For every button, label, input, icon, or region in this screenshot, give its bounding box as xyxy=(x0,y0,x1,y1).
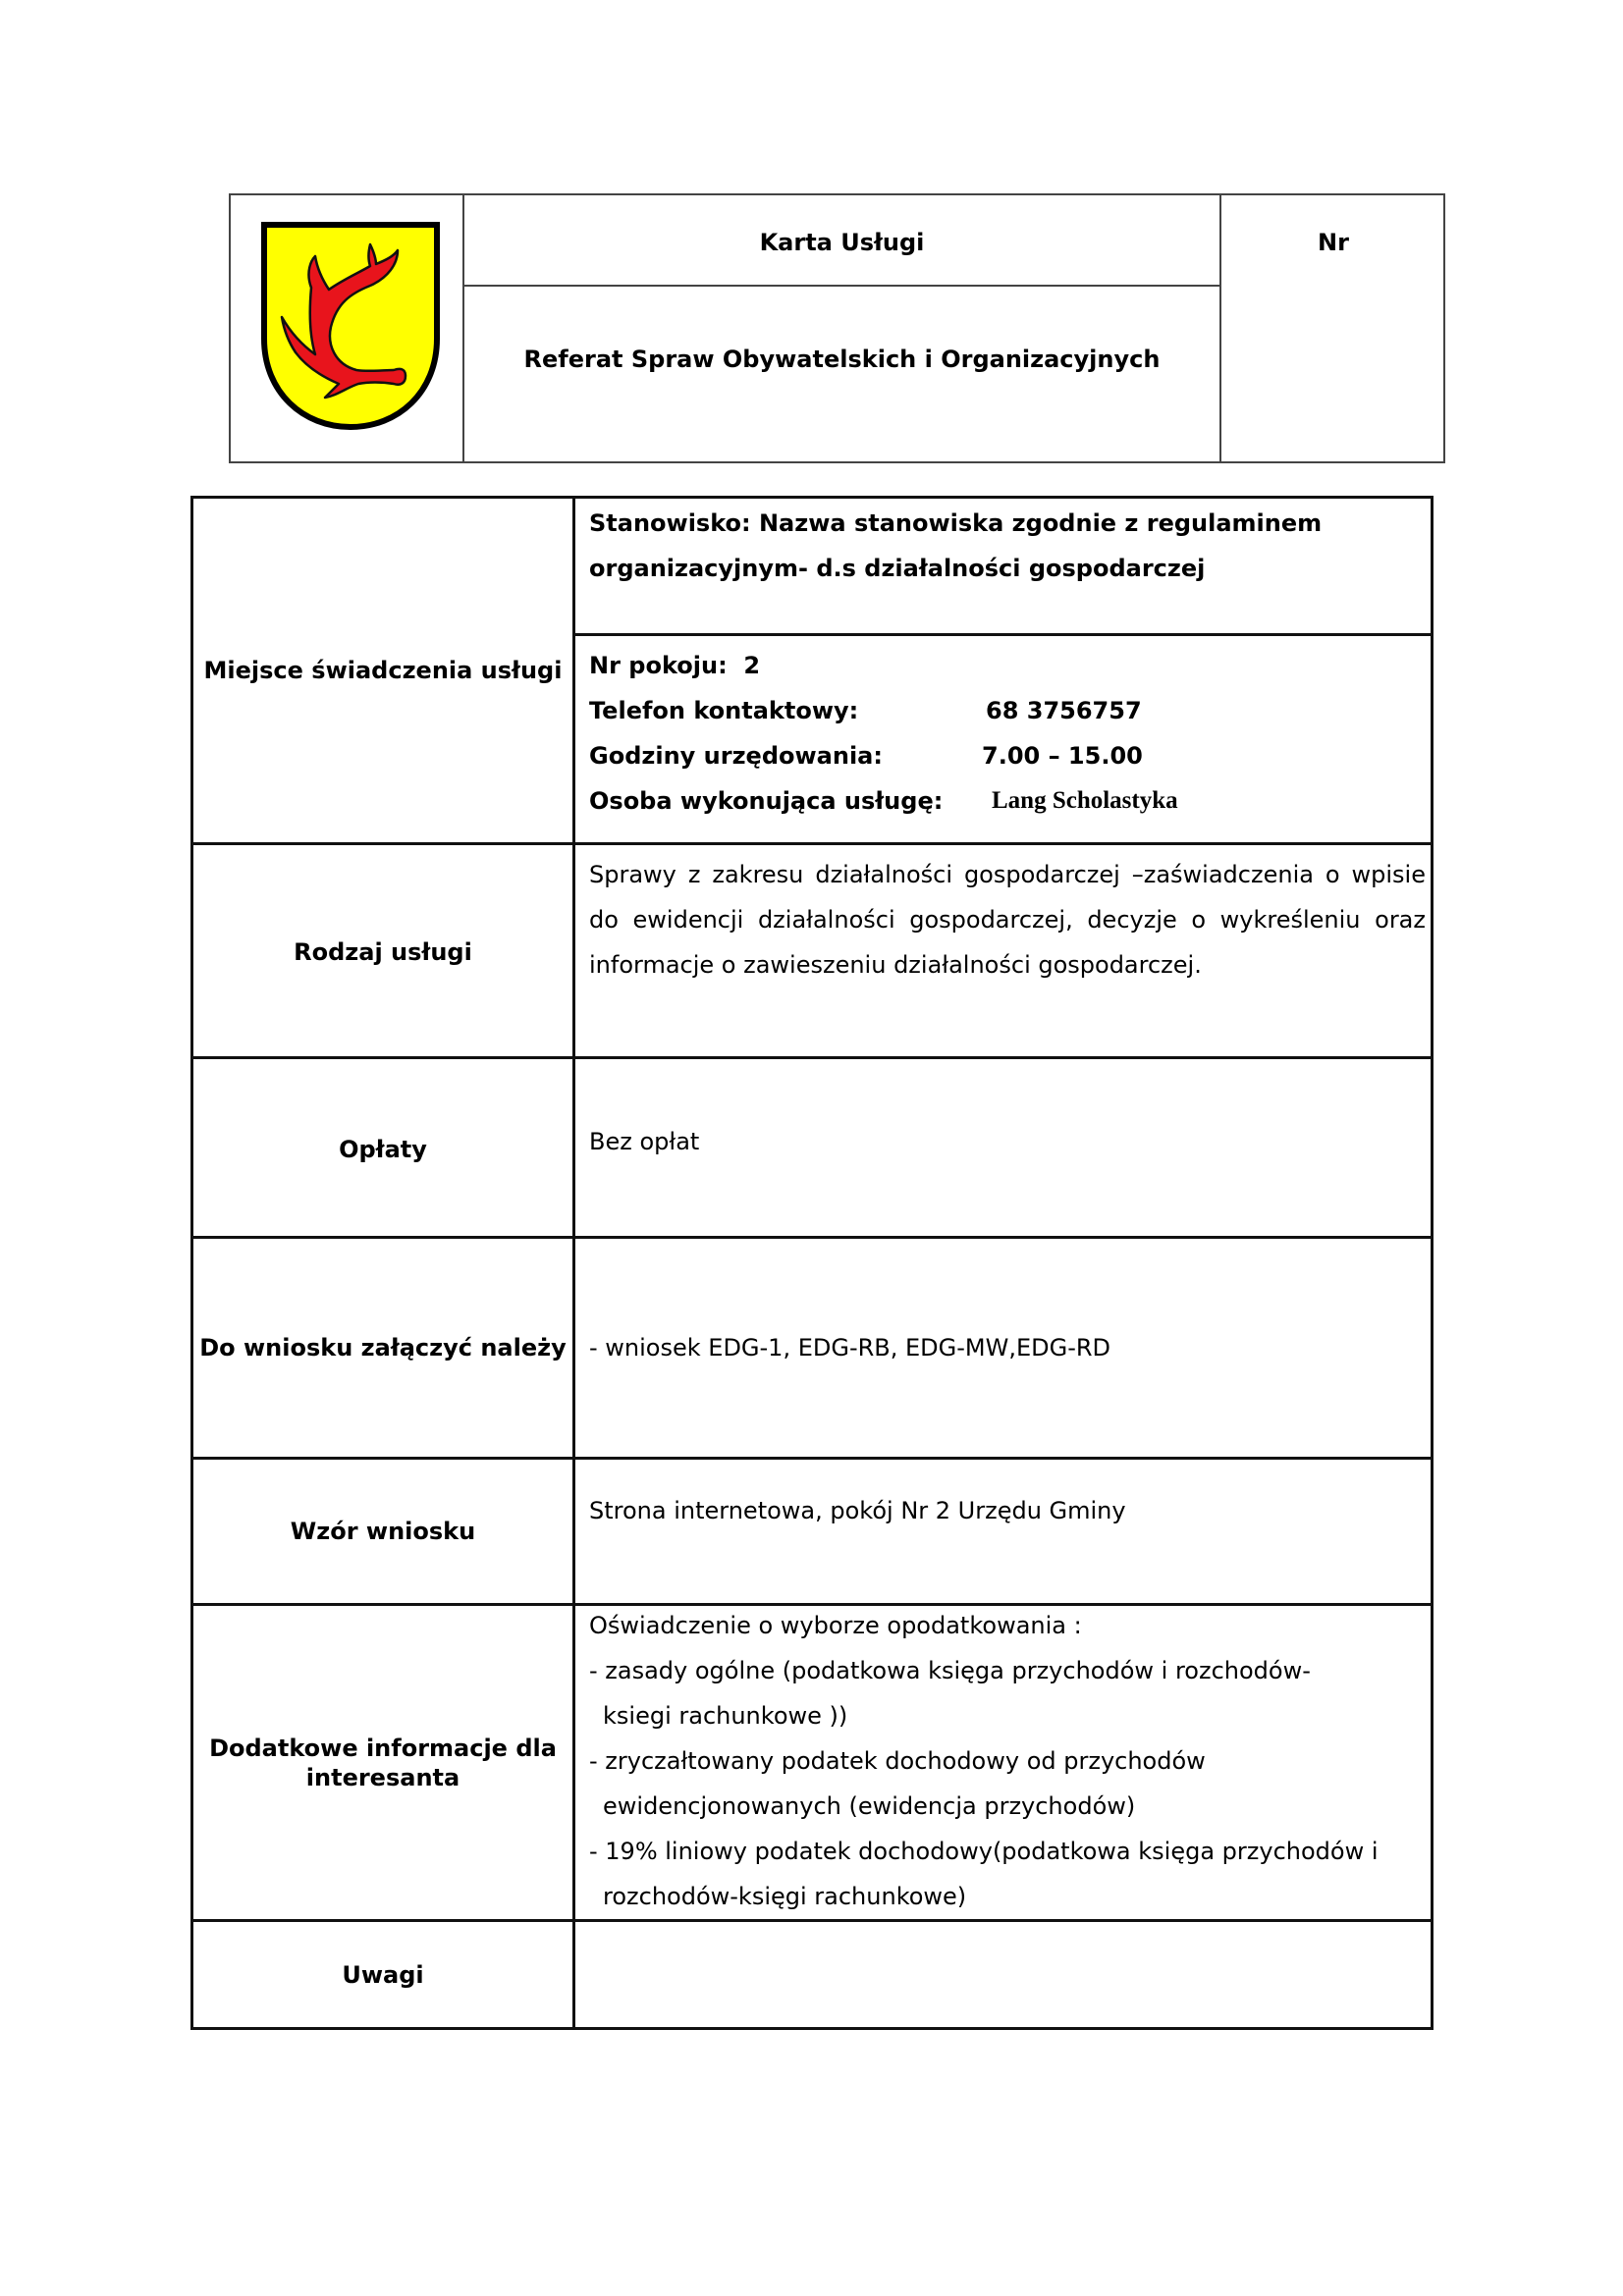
phone xyxy=(589,688,1426,733)
column-divider xyxy=(572,499,575,2027)
stanowisko-line: organizacyjnym- d.s działalności gospodarczej xyxy=(589,555,1206,582)
service-card-table xyxy=(190,496,1434,2030)
header-table xyxy=(229,193,1445,463)
card-number-label: Nr xyxy=(1318,228,1349,256)
department-name: Referat Spraw Obywatelskich i Organizacyjnych xyxy=(523,346,1161,373)
info-line: ewidencjonowanych (ewidencja przychodów) xyxy=(603,1792,1136,1820)
info-line: - zryczałtowany podatek dochodowy od przychodów xyxy=(589,1747,1206,1775)
office-hours-value: 7.00 – 15.00 xyxy=(982,742,1143,770)
fees-text: Bez opłat xyxy=(589,1128,700,1155)
phone-label: Telefon kontaktowy: xyxy=(589,697,859,724)
row-label-rodzaj: Rodzaj usługi xyxy=(294,938,472,966)
responsible-person xyxy=(589,778,1426,824)
room-number-label: Nr pokoju: xyxy=(589,652,744,679)
additional-info xyxy=(589,1603,1426,1919)
info-line: rozchodów-księgi rachunkowe) xyxy=(603,1883,967,1910)
row-label-dodatkowe: Dodatkowe informacje dla interesanta xyxy=(209,1734,557,1791)
responsible-person-value: Lang Scholastyka xyxy=(992,787,1178,814)
room-number-value: 2 xyxy=(743,652,761,679)
stanowisko-text xyxy=(589,501,1426,591)
card-title: Karta Usługi xyxy=(759,228,925,256)
service-type-text: Sprawy z zakresu działalności gospodarczej –zaświadczenia o wpisie do ewidencji działalności gospodarczej, decyzje o wykreśleniu oraz informacje o zawieszeniu działalności gospodarczej. xyxy=(589,861,1426,979)
phone-value: 68 3756757 xyxy=(986,697,1142,724)
responsible-person-label: Osoba wykonująca usługę: xyxy=(589,787,944,815)
row-label-wzor: Wzór wniosku xyxy=(290,1518,476,1545)
info-line: ksiegi rachunkowe )) xyxy=(603,1702,848,1730)
row-label-zalaczniki: Do wniosku załączyć należy xyxy=(199,1334,567,1362)
office-hours xyxy=(589,733,1426,778)
info-line: Oświadczenie o wyborze opodatkowania : xyxy=(589,1612,1082,1639)
info-line: - zasady ogólne (podatkowa księga przychodów i rozchodów- xyxy=(589,1657,1311,1684)
stanowisko-line: Stanowisko: Nazwa stanowiska zgodnie z regulaminem xyxy=(589,509,1323,537)
room-number xyxy=(589,643,1426,688)
row-label-uwagi: Uwagi xyxy=(342,1960,424,1989)
contact-details xyxy=(589,643,1426,824)
attachments-text: - wniosek EDG-1, EDG-RB, EDG-MW,EDG-RD xyxy=(589,1334,1111,1362)
row-label-oplaty: Opłaty xyxy=(339,1135,427,1163)
coat-of-arms-antler-icon xyxy=(260,221,441,432)
info-line: - 19% liniowy podatek dochodowy(podatkowa księga przychodów i xyxy=(589,1838,1379,1865)
office-hours-label: Godziny urzędowania: xyxy=(589,742,883,770)
row-subdivider xyxy=(575,633,1431,636)
row-label-miejsce: Miejsce świadczenia usługi xyxy=(203,657,563,684)
application-template-text: Strona internetowa, pokój Nr 2 Urzędu Gminy xyxy=(589,1497,1126,1524)
